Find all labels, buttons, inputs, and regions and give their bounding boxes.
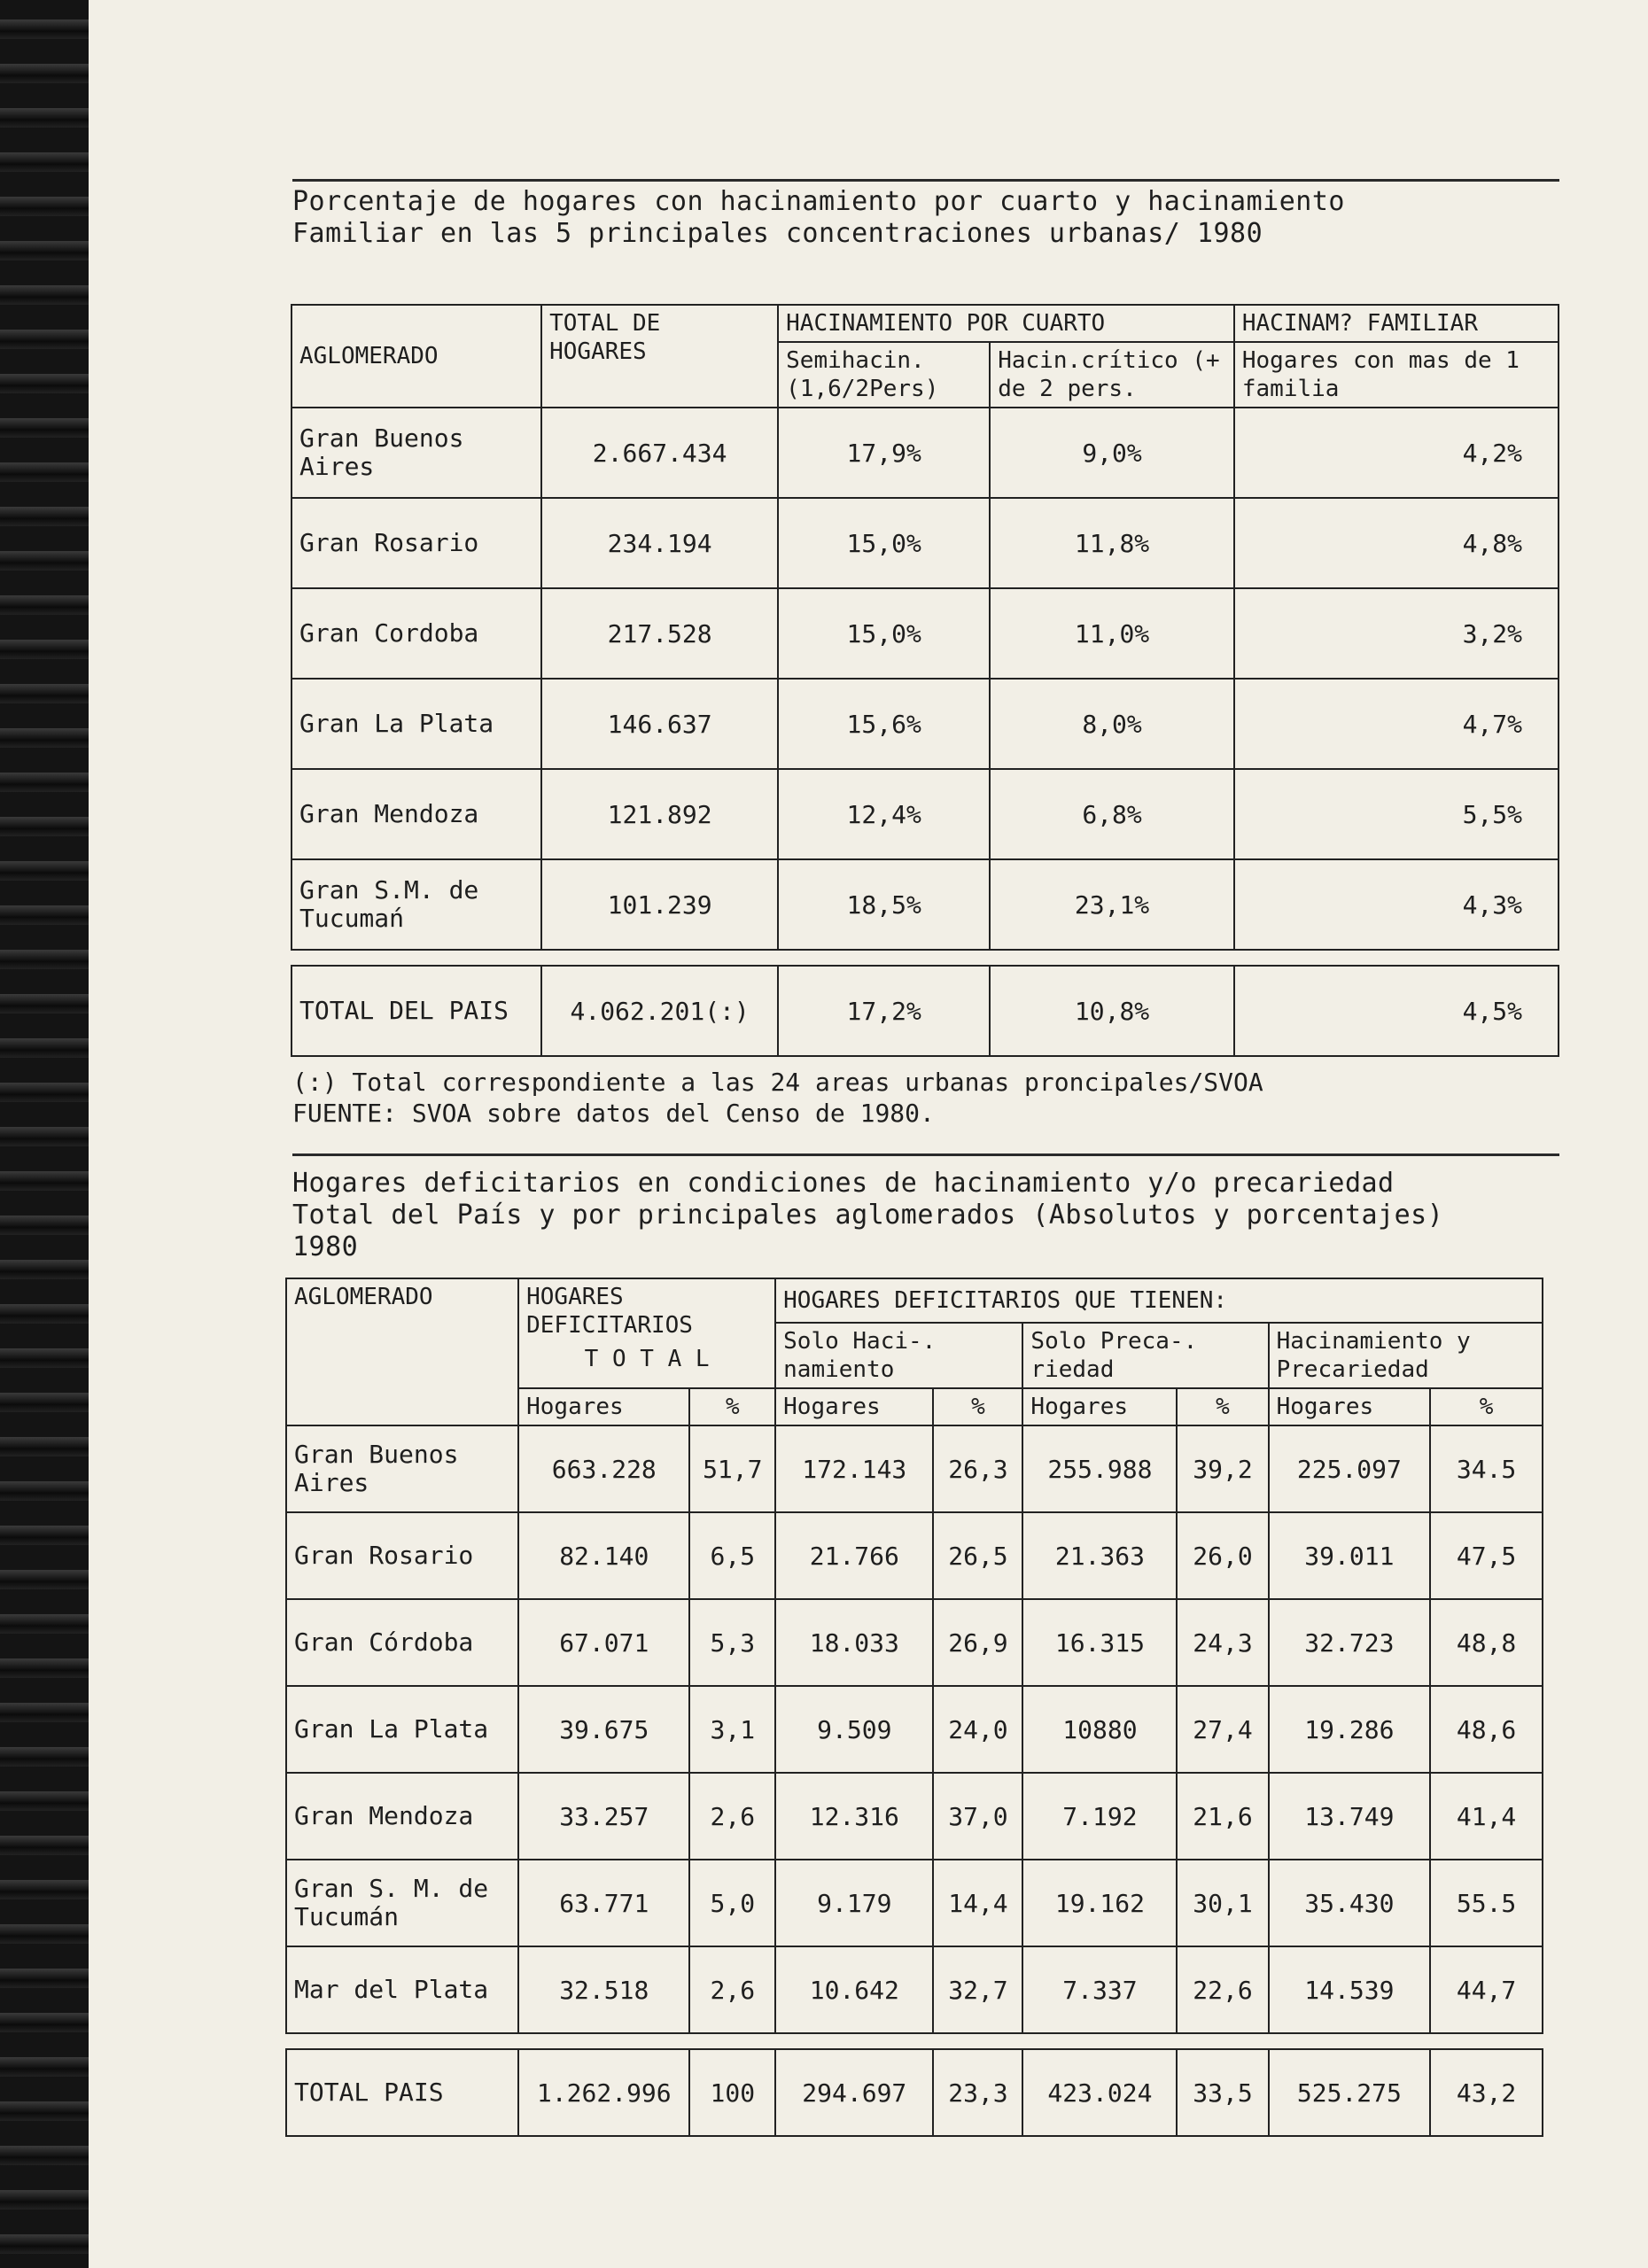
row-total: 217.528	[541, 588, 778, 679]
header-pct: %	[933, 1388, 1022, 1425]
row-both: 225.097	[1269, 1425, 1431, 1512]
total-both-pct: 43,2	[1430, 2049, 1543, 2136]
row-critico: 11,0%	[990, 588, 1234, 679]
row-prec-pct: 30,1	[1177, 1860, 1268, 1946]
row-total: 33.257	[518, 1773, 689, 1860]
row-total: 63.771	[518, 1860, 689, 1946]
row-aglomerado: Mar del Plata	[286, 1946, 518, 2033]
row-hac-pct: 14,4	[933, 1860, 1022, 1946]
header-semihacin: Semihacin. (1,6/2Pers)	[778, 342, 990, 408]
row-hac: 21.766	[775, 1512, 933, 1599]
row-aglomerado: Gran Cordoba	[292, 588, 541, 679]
row-total-pct: 5,3	[689, 1599, 775, 1686]
header-hogares: Hogares	[1269, 1388, 1431, 1425]
table-row	[286, 1946, 1543, 2033]
row-aglomerado: Gran S. M. de Tucumán	[286, 1860, 518, 1946]
section-rule	[292, 179, 1559, 182]
table2-deficit-households	[285, 1278, 1543, 2137]
row-aglomerado: Gran La Plata	[286, 1686, 518, 1773]
table1-title-line: Familiar en las 5 principales concentraciones urbanas/ 1980	[292, 218, 1263, 249]
row-familiar: 4,8%	[1234, 498, 1559, 588]
row-total: 101.239	[541, 859, 778, 950]
table1-header-row	[292, 305, 1559, 342]
row-both: 19.286	[1269, 1686, 1431, 1773]
header-aglomerado: AGLOMERADO	[292, 305, 541, 408]
row-critico: 8,0%	[990, 679, 1234, 769]
total-critico: 10,8%	[990, 966, 1234, 1056]
row-semihacin: 15,6%	[778, 679, 990, 769]
row-prec-pct: 24,3	[1177, 1599, 1268, 1686]
row-both: 32.723	[1269, 1599, 1431, 1686]
gap-cell	[286, 2033, 1543, 2049]
row-total-pct: 51,7	[689, 1425, 775, 1512]
total-hac-pct: 23,3	[933, 2049, 1022, 2136]
row-prec: 16.315	[1022, 1599, 1177, 1686]
table-row	[286, 1512, 1543, 1599]
row-prec: 7.192	[1022, 1773, 1177, 1860]
row-hac-pct: 26,5	[933, 1512, 1022, 1599]
row-prec: 7.337	[1022, 1946, 1177, 2033]
total-pct: 100	[689, 2049, 775, 2136]
table1-footnote: (:) Total correspondiente a las 24 areas urbanas proncipales/SVOA	[292, 1068, 1263, 1097]
row-familiar: 5,5%	[1234, 769, 1559, 859]
table2-title	[292, 1168, 1443, 1263]
row-hac-pct: 26,3	[933, 1425, 1022, 1512]
header-hogares: Hogares	[775, 1388, 933, 1425]
row-both: 14.539	[1269, 1946, 1431, 2033]
row-semihacin: 12,4%	[778, 769, 990, 859]
header-hacinamiento-familiar: HACINAM? FAMILIAR	[1234, 305, 1559, 342]
row-both-pct: 48,8	[1430, 1599, 1543, 1686]
spiral-binding	[0, 0, 89, 2268]
table-row	[286, 1425, 1543, 1512]
table-row	[292, 498, 1559, 588]
row-prec: 255.988	[1022, 1425, 1177, 1512]
row-total-pct: 2,6	[689, 1946, 775, 2033]
total-semihacin: 17,2%	[778, 966, 990, 1056]
row-aglomerado: Gran Rosario	[286, 1512, 518, 1599]
row-hac: 18.033	[775, 1599, 933, 1686]
total-familiar: 4,5%	[1234, 966, 1559, 1056]
row-aglomerado: Gran Rosario	[292, 498, 541, 588]
header-total-label: T O T A L	[584, 1346, 710, 1372]
section-rule	[292, 1153, 1559, 1156]
header-que-tienen: HOGARES DEFICITARIOS QUE TIENEN:	[775, 1278, 1543, 1323]
row-semihacin: 17,9%	[778, 408, 990, 498]
header-hogares-mas-familia: Hogares con mas de 1 familia	[1234, 342, 1559, 408]
header-pct: %	[689, 1388, 775, 1425]
table-row	[286, 1686, 1543, 1773]
header-hacinamiento-cuarto: HACINAMIENTO POR CUARTO	[778, 305, 1234, 342]
row-total: 67.071	[518, 1599, 689, 1686]
row-total: 146.637	[541, 679, 778, 769]
row-hac: 9.509	[775, 1686, 933, 1773]
row-critico: 11,8%	[990, 498, 1234, 588]
row-total-pct: 6,5	[689, 1512, 775, 1599]
row-semihacin: 18,5%	[778, 859, 990, 950]
row-total: 121.892	[541, 769, 778, 859]
header-hacin-critico: Hacin.crítico (+ de 2 pers.	[990, 342, 1234, 408]
row-both: 13.749	[1269, 1773, 1431, 1860]
table-row	[292, 408, 1559, 498]
row-total: 2.667.434	[541, 408, 778, 498]
row-both: 39.011	[1269, 1512, 1431, 1599]
row-total: 663.228	[518, 1425, 689, 1512]
row-prec-pct: 22,6	[1177, 1946, 1268, 2033]
row-prec: 19.162	[1022, 1860, 1177, 1946]
row-semihacin: 15,0%	[778, 498, 990, 588]
table2-title-line: Hogares deficitarios en condiciones de hacinamiento y/o precariedad	[292, 1168, 1395, 1199]
header-hogares-deficitarios	[518, 1278, 775, 1388]
row-aglomerado: Gran Mendoza	[286, 1773, 518, 1860]
row-prec-pct: 27,4	[1177, 1686, 1268, 1773]
table2-header-row	[286, 1278, 1543, 1323]
row-total: 82.140	[518, 1512, 689, 1599]
row-aglomerado: Gran Buenos Aires	[292, 408, 541, 498]
row-aglomerado: Gran La Plata	[292, 679, 541, 769]
row-both-pct: 48,6	[1430, 1686, 1543, 1773]
row-prec: 21.363	[1022, 1512, 1177, 1599]
row-hac-pct: 26,9	[933, 1599, 1022, 1686]
row-prec: 10880	[1022, 1686, 1177, 1773]
table-row	[292, 769, 1559, 859]
table-row	[286, 1599, 1543, 1686]
row-familiar: 4,2%	[1234, 408, 1559, 498]
table2-title-line: 1980	[292, 1231, 359, 1262]
row-both-pct: 47,5	[1430, 1512, 1543, 1599]
table-total-row	[292, 966, 1559, 1056]
row-hac: 9.179	[775, 1860, 933, 1946]
table1-overcrowding	[291, 304, 1559, 1057]
row-critico: 9,0%	[990, 408, 1234, 498]
header-hogares: Hogares	[1022, 1388, 1177, 1425]
total-aglomerado: TOTAL PAIS	[286, 2049, 518, 2136]
row-total-pct: 3,1	[689, 1686, 775, 1773]
total-both: 525.275	[1269, 2049, 1431, 2136]
row-aglomerado: Gran Buenos Aires	[286, 1425, 518, 1512]
row-hac: 172.143	[775, 1425, 933, 1512]
header-hogares-deficitarios-label: HOGARES DEFICITARIOS	[526, 1284, 693, 1339]
row-hac-pct: 24,0	[933, 1686, 1022, 1773]
gap-cell	[292, 950, 1559, 966]
row-both-pct: 55.5	[1430, 1860, 1543, 1946]
table1-source: FUENTE: SVOA sobre datos del Censo de 1980.	[292, 1099, 935, 1128]
row-aglomerado: Gran Mendoza	[292, 769, 541, 859]
row-prec-pct: 26,0	[1177, 1512, 1268, 1599]
table-row	[286, 1860, 1543, 1946]
row-total-pct: 5,0	[689, 1860, 775, 1946]
row-aglomerado: Gran S.M. de Tucumań	[292, 859, 541, 950]
document-page	[89, 0, 1648, 2268]
table-gap	[286, 2033, 1543, 2049]
table-row	[292, 588, 1559, 679]
row-hac: 10.642	[775, 1946, 933, 2033]
row-total: 39.675	[518, 1686, 689, 1773]
row-both: 35.430	[1269, 1860, 1431, 1946]
row-aglomerado: Gran Córdoba	[286, 1599, 518, 1686]
header-aglomerado: AGLOMERADO	[286, 1278, 518, 1425]
table-row	[292, 859, 1559, 950]
header-total-hogares: TOTAL DE HOGARES	[541, 305, 778, 408]
row-prec-pct: 21,6	[1177, 1773, 1268, 1860]
row-familiar: 3,2%	[1234, 588, 1559, 679]
row-hac: 12.316	[775, 1773, 933, 1860]
header-pct: %	[1177, 1388, 1268, 1425]
table-row	[292, 679, 1559, 769]
row-familiar: 4,7%	[1234, 679, 1559, 769]
total-hac: 294.697	[775, 2049, 933, 2136]
header-pct: %	[1430, 1388, 1543, 1425]
table1-title-line: Porcentaje de hogares con hacinamiento por cuarto y hacinamiento	[292, 186, 1345, 217]
row-total: 234.194	[541, 498, 778, 588]
row-hac-pct: 32,7	[933, 1946, 1022, 2033]
row-both-pct: 44,7	[1430, 1946, 1543, 2033]
row-critico: 23,1%	[990, 859, 1234, 950]
table1-title	[292, 186, 1345, 250]
row-both-pct: 41,4	[1430, 1773, 1543, 1860]
total-aglomerado: TOTAL DEL PAIS	[292, 966, 541, 1056]
row-hac-pct: 37,0	[933, 1773, 1022, 1860]
total-prec: 423.024	[1022, 2049, 1177, 2136]
row-total-pct: 2,6	[689, 1773, 775, 1860]
table-gap	[292, 950, 1559, 966]
total-hogares: 1.262.996	[518, 2049, 689, 2136]
table-row	[286, 1773, 1543, 1860]
header-hogares: Hogares	[518, 1388, 689, 1425]
header-hacinamiento-precariedad: Hacinamiento y Precariedad	[1269, 1323, 1543, 1388]
row-familiar: 4,3%	[1234, 859, 1559, 950]
row-critico: 6,8%	[990, 769, 1234, 859]
row-both-pct: 34.5	[1430, 1425, 1543, 1512]
header-solo-precariedad: Solo Preca-. riedad	[1022, 1323, 1268, 1388]
row-total: 32.518	[518, 1946, 689, 2033]
total-hogares: 4.062.201(:)	[541, 966, 778, 1056]
row-prec-pct: 39,2	[1177, 1425, 1268, 1512]
total-prec-pct: 33,5	[1177, 2049, 1268, 2136]
table-total-row	[286, 2049, 1543, 2136]
row-semihacin: 15,0%	[778, 588, 990, 679]
table2-title-line: Total del País y por principales aglomerados (Absolutos y porcentajes)	[292, 1200, 1444, 1231]
header-solo-hacinamiento: Solo Haci-. namiento	[775, 1323, 1022, 1388]
